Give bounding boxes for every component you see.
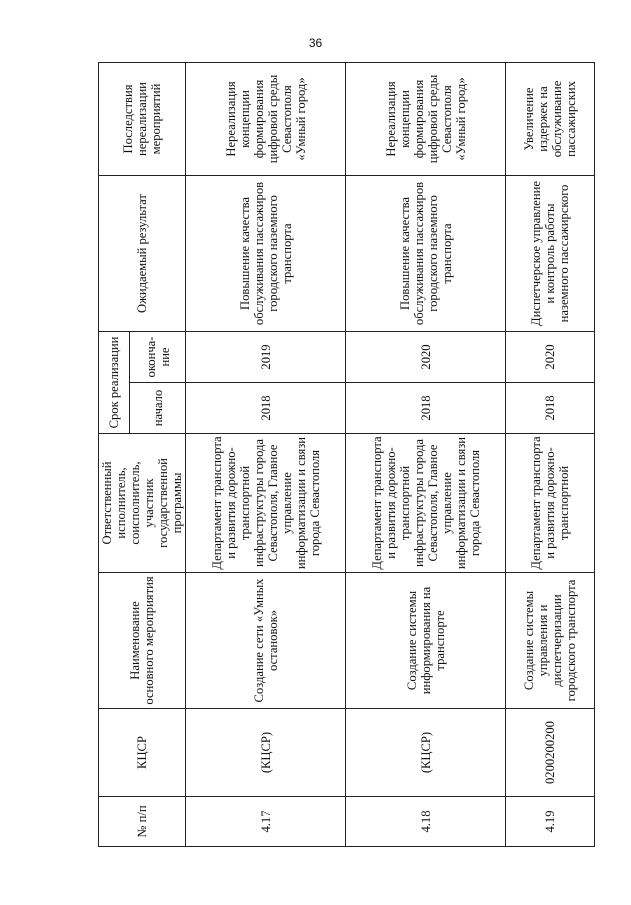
row-consequences: Увеличение издержек на обслуживание пассажирских [506,63,595,176]
header-kcsr: КЦСР [99,709,186,797]
header-consequences: Последствия нереализации мероприятий [99,63,186,176]
measures-table [98,62,595,847]
row-num: 4.19 [506,797,595,847]
row-end: 2020 [346,332,506,383]
header-name: Наименование основного мероприятия [99,573,186,709]
table-row [346,63,506,847]
row-start: 2018 [506,383,595,434]
header-result: Ожидаемый результат [99,176,186,332]
table-row [186,63,346,847]
header-start: начало [130,383,186,434]
page-number: 36 [308,36,323,50]
row-num: 4.17 [186,797,346,847]
header-end: оконча-ние [130,332,186,383]
row-responsible: Департамент транспорта и развития дорожно-транспортной [506,434,595,573]
header-num: № п/п [99,797,186,847]
row-end: 2020 [506,332,595,383]
row-result: Диспетчерское управление и контроль работы наземного пассажирского [506,176,595,332]
row-name: Создание системы информирования на транспорте [346,573,506,709]
row-name: Создание сети «Умных остановок» [186,573,346,709]
header-responsible: Ответственный исполнитель, соисполнитель, участник государственной программы [99,434,186,573]
row-responsible: Департамент транспорта и развития дорожно-транспортной инфраструктуры города Севастополя, Главное управление информатизации и связи города Севастополя [186,434,346,573]
row-kcsr: 0200200200 [506,709,595,797]
row-name: Создание системы управления и диспетчеризации городского транспорта [506,573,595,709]
row-responsible: Департамент транспорта и развития дорожно-транспортной инфраструктуры города Севастополя, Главное управление информатизации и связи города Севастополя [346,434,506,573]
row-result: Повышение качества обслуживания пассажиров городского наземного транспорта [186,176,346,332]
row-consequences: Нереализация концепции формирования цифровой среды Севастополя «Умный город» [186,63,346,176]
table-row [506,63,595,847]
row-kcsr: (КЦСР) [346,709,506,797]
header-period: Срок реализации [99,332,130,434]
header-row [99,63,130,847]
row-consequences: Нереализация концепции формирования цифровой среды Севастополя «Умный город» [346,63,506,176]
row-kcsr: (КЦСР) [186,709,346,797]
row-end: 2019 [186,332,346,383]
row-num: 4.18 [346,797,506,847]
measures-table-wrapper [98,63,591,847]
row-result: Повышение качества обслуживания пассажиров городского наземного транспорта [346,176,506,332]
row-start: 2018 [186,383,346,434]
row-start: 2018 [346,383,506,434]
